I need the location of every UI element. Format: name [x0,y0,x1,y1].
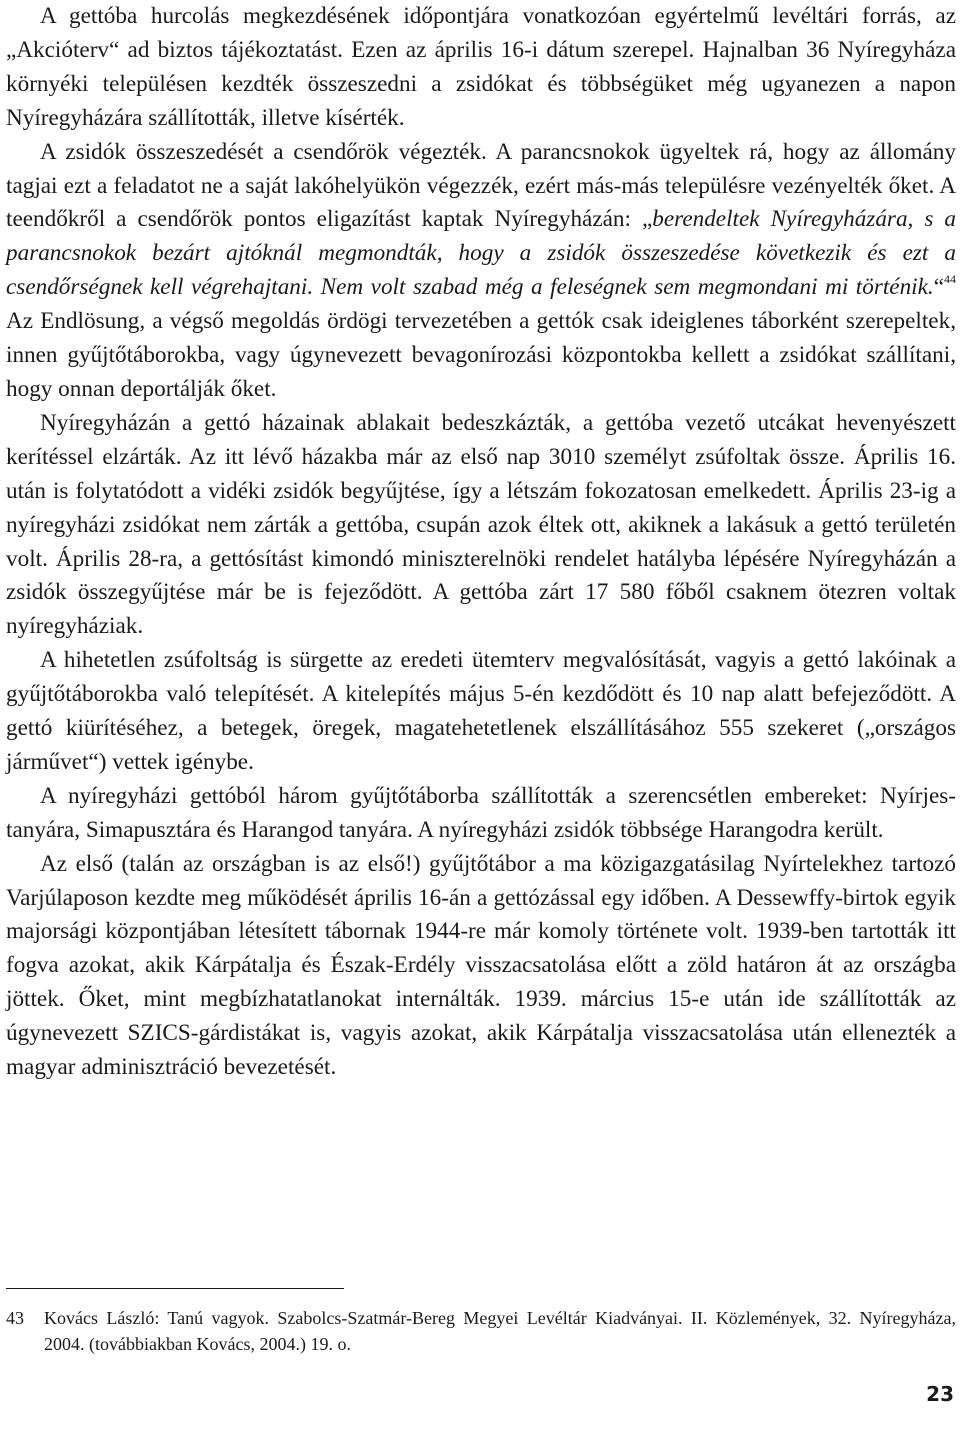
paragraph-5: A nyíregyházi gettóból három gyűjtőtáborba szállították a szerencsétlen embereket: Nyírjes-tanyára, Simapusztára és Harangod tanyára. A nyíregyházi zsidók többsége Harangodra került. [6,782,956,843]
paragraph-4: A hihetetlen zsúfoltság is sürgette az eredeti ütemterv megvalósítását, vagyis a gettó lakóinak a gyűjtőtáborokba való telepítését. A kitelepítés május 5-én kezdődött és 10 nap alatt befejeződött. A gettó kiürítéséhez, a betegek, öregek, magatehetetlenek elszállításához 555 szekeret („országos járművet“) vettek igénybe. [6,647,956,775]
footnote [6,1305,956,1357]
paragraph-2 [6,136,956,407]
paragraph-2-lead: A zsidók összeszedését a csendőrök végezték. A parancsnokok ügyeltek rá, hogy az állomány tagjai ezt a feladatot ne a saját lakóhelyükön végezzék, ezért más-más településre vezényelték őket. A teendőkről a csendőrök pontos eligazítást kaptak Nyíregyházán: „ [6,138,956,233]
paragraph-1: A gettóba hurcolás megkezdésének időpontjára vonatkozóan egyértelmű levéltári forrás, az „Akcióterv“ ad biztos tájékoztatást. Ezen az április 16-i dátum szerepel. Hajnalban 36 Nyíregyháza környéki településen kezdték összeszedni a zsidókat és többségüket még ugyanezen a napon Nyíregyházára szállították, illetve kísérték. [6,3,956,131]
paragraph-3: Nyíregyházán a gettó házainak ablakait bedeszkázták, a gettóba vezető utcákat hevenyészett kerítéssel elzárták. Az itt lévő házakba már az első nap 3010 személyt zsúfoltak össze. Április 16. után is folytatódott a vidéki zsidók begyűjtése, így a létszám fokozatosan emelkedett. Április 23-ig a nyíregyházi zsidókat nem zárták a gettóba, csupán azok éltek ott, akiknek a lakásuk a gettó területén volt. Április 28-ra, a gettósítást kimondó miniszterelnöki rendelet hatályba lépésére Nyíregyházán a zsidók összegyűjtése már be is fejeződött. A gettóba zárt 17 580 főből csaknem ötezren voltak nyíregyháziak. [6,409,956,640]
paragraph-6: Az első (talán az országban is az első!) gyűjtőtábor a ma közigazgatásilag Nyírtelekhez tartozó Varjúlaposon kezdte meg működését április 16-án a gettózással egy időben. A Dessewffy-birtok egyik majorsági központjában létesített tábornak 1944-re már komoly története volt. 1939-ben tartották itt fogva azokat, akik Kárpátalja és Észak-Erdély visszacsatolása előtt a zöld határon át az országba jöttek. Őket, mint megbízhatatlanokat internálták. 1939. március 15-e után ide szállították az úgynevezett SZICS-gárdistákat is, vagyis azokat, akik Kárpátalja visszacsatolása után ellenezték a magyar adminisztráció bevezetését. [6,850,956,1081]
main-text [6,0,956,1085]
paragraph-2-closing-quote: “ [933,274,944,301]
footnote-number: 43 [6,1308,24,1328]
paragraph-2-tail: Az Endlösung, a végső megoldás ördögi tervezetében a gettók csak ideiglenes táborként szerepeltek, innen gyűjtőtáborokba, vagy úgynevezett bevagonírozási központokba kellett a zsidókat szállítani, hogy onnan deportálják őket. [6,308,956,402]
footnote-text: Kovács László: Tanú vagyok. Szabolcs-Szatmár-Bereg Megyei Levéltár Kiadványai. II. Közlemények, 32. Nyíregyháza, 2004. (továbbiakban Kovács, 2004.) 19. o. [44,1308,956,1354]
page-number: 23 [926,1382,954,1406]
footnote-divider [6,1288,344,1289]
paragraph-2-quote: berendeltek Nyíregyházára, s a parancsnokok bezárt ajtóknál megmondták, hogy a zsidók összeszedése következik és ezt a csendőrségnek kell végrehajtani. Nem volt szabad még a feleségnek sem megmondani mi történik. [6,206,956,301]
footnote-reference: 44 [944,272,956,287]
